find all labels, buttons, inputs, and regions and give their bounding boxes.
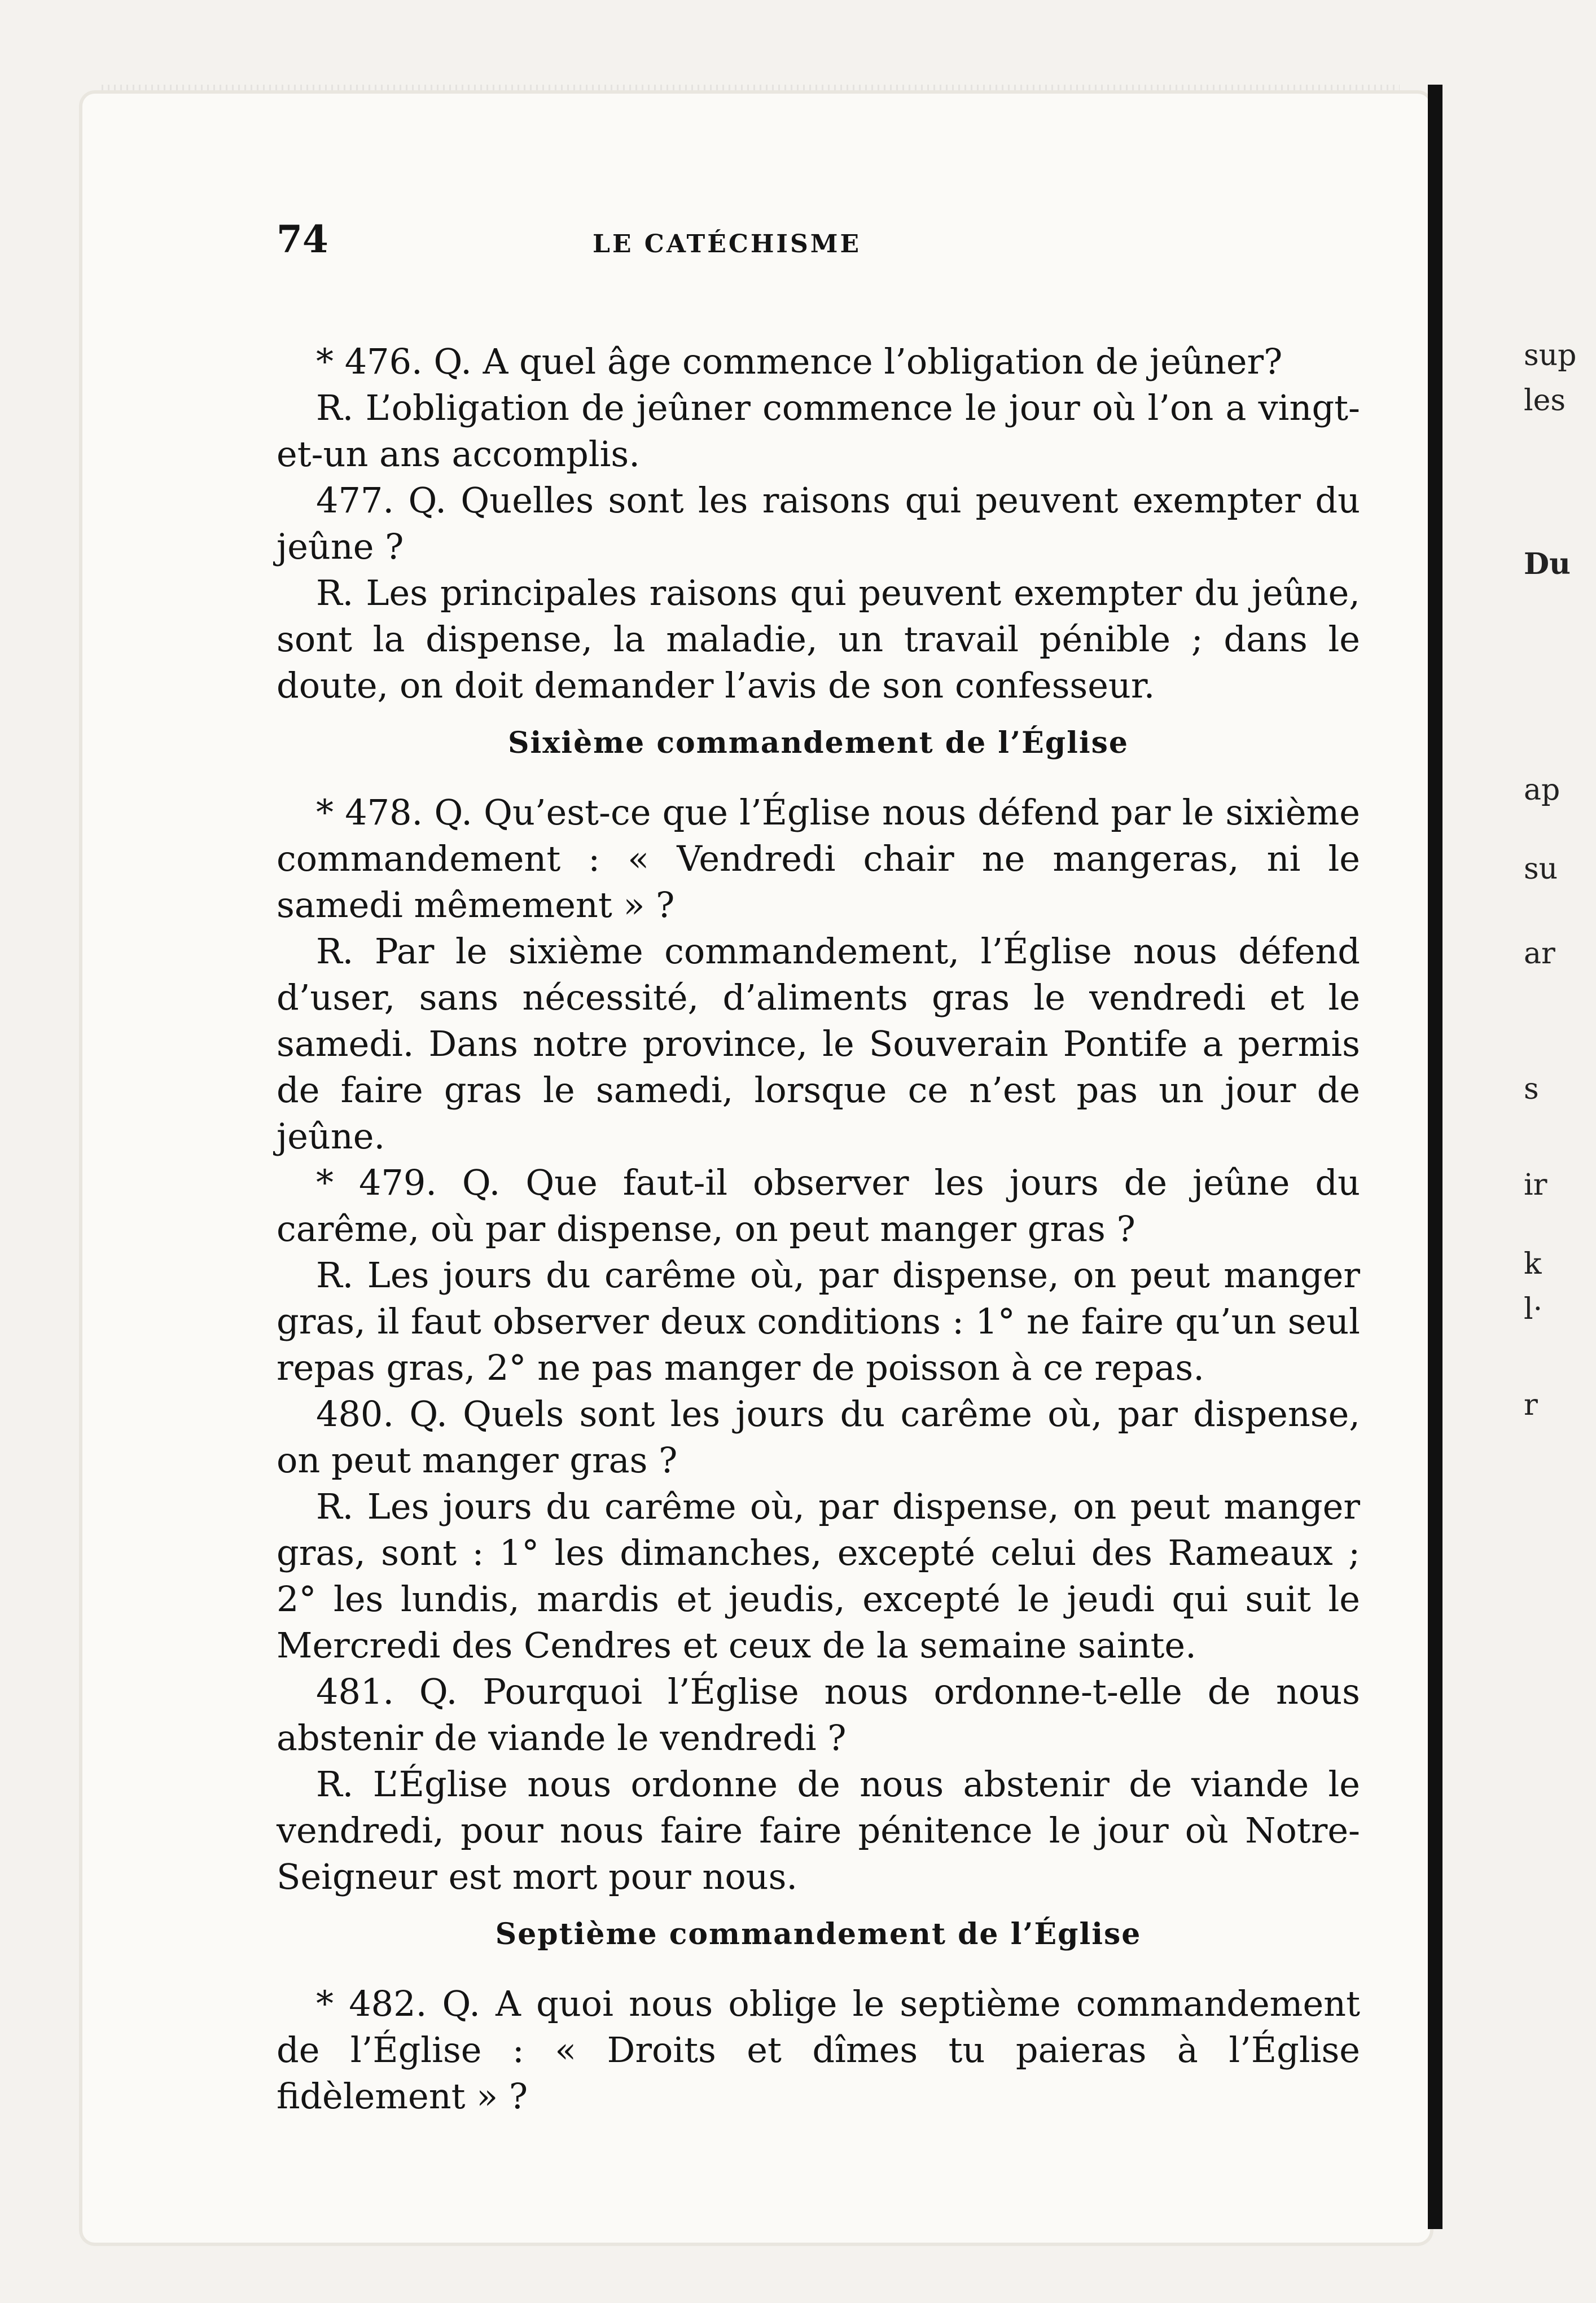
catechism-entry (277, 789, 1360, 1160)
page-header (277, 217, 1360, 271)
facing-fragment: s (1524, 1072, 1539, 1106)
answer-text: R. Les principales raisons qui peuvent exempter du jeûne, sont la dispense, la maladie, un travail pénible ; dans le doute, on doit demander l’avis de son confesseur. (277, 572, 1360, 706)
facing-fragment: l· (1524, 1292, 1543, 1326)
question-text: * 478. Q. Qu’est-ce que l’Église nous défend par le sixième commandement : « Vendredi chair ne mangeras, ni le samedi mêmement » ? (277, 792, 1360, 925)
running-head: LE CATÉCHISME (593, 230, 862, 258)
facing-fragment: Du (1524, 547, 1571, 581)
facing-fragment: ir (1524, 1168, 1547, 1202)
facing-fragment: ap (1524, 773, 1560, 807)
page-number: 74 (277, 217, 328, 261)
section-heading: Sixième commandement de l’Église (508, 726, 1129, 760)
facing-fragment: ar (1524, 937, 1555, 971)
facing-fragment: r (1524, 1388, 1538, 1422)
catechism-entry (277, 339, 1360, 477)
catechism-entry (277, 1669, 1360, 1900)
question-text: 480. Q. Quels sont les jours du carême où, par dispense, on peut manger gras ? (277, 1393, 1360, 1481)
question-text: * 479. Q. Que faut-il observer les jours de jeûne du carême, où par dispense, on peut manger gras ? (277, 1162, 1360, 1249)
facing-fragment: k (1524, 1247, 1542, 1281)
facing-fragment: su (1524, 852, 1558, 886)
question-text: 477. Q. Quelles sont les raisons qui peuvent exempter du jeûne ? (277, 480, 1360, 567)
answer-text: R. Les jours du carême où, par dispense, on peut manger gras, sont : 1° les dimanches, excepté celui des Rameaux ; 2° les lundis, mardis et jeudis, excepté le jeudi qui suit le Mercredi des Cendres et ceux de la semaine sainte. (277, 1486, 1360, 1666)
catechism-entry (277, 477, 1360, 709)
page-text (277, 217, 1360, 2120)
answer-text: R. Par le sixième commandement, l’Église nous défend d’user, sans nécessité, d’aliments gras le vendredi et le samedi. Dans notre province, le Souverain Pontife a permis de faire gras le samedi, lorsque ce n’est pas un jour de jeûne. (277, 931, 1360, 1157)
page-gutter-shadow (1428, 85, 1442, 2229)
answer-text: R. L’obligation de jeûner commence le jour où l’on a vingt-et-un ans accomplis. (277, 387, 1360, 475)
catechism-entry (277, 1391, 1360, 1669)
facing-fragment: sup (1524, 339, 1577, 372)
answer-text: R. Les jours du carême où, par dispense, on peut manger gras, il faut observer deux conditions : 1° ne faire qu’un seul repas gras, 2° ne pas manger de poisson à ce repas. (277, 1254, 1360, 1388)
catechism-entry (277, 1160, 1360, 1391)
facing-fragment: les (1524, 384, 1566, 418)
question-text: * 482. Q. A quoi nous oblige le septième commandement de l’Église : « Droits et dîmes tu paieras à l’Église fidèlement » ? (277, 1983, 1360, 2117)
catechism-entry (277, 1981, 1360, 2120)
section-heading: Septième commandement de l’Église (495, 1917, 1142, 1951)
question-text: 481. Q. Pourquoi l’Église nous ordonne-t-elle de nous abstenir de viande le vendredi ? (277, 1671, 1360, 1758)
answer-text: R. L’Église nous ordonne de nous abstenir de viande le vendredi, pour nous faire faire pénitence le jour où Notre-Seigneur est mort pour nous. (277, 1764, 1360, 1897)
question-text: * 476. Q. A quel âge commence l’obligation de jeûner? (316, 341, 1283, 382)
